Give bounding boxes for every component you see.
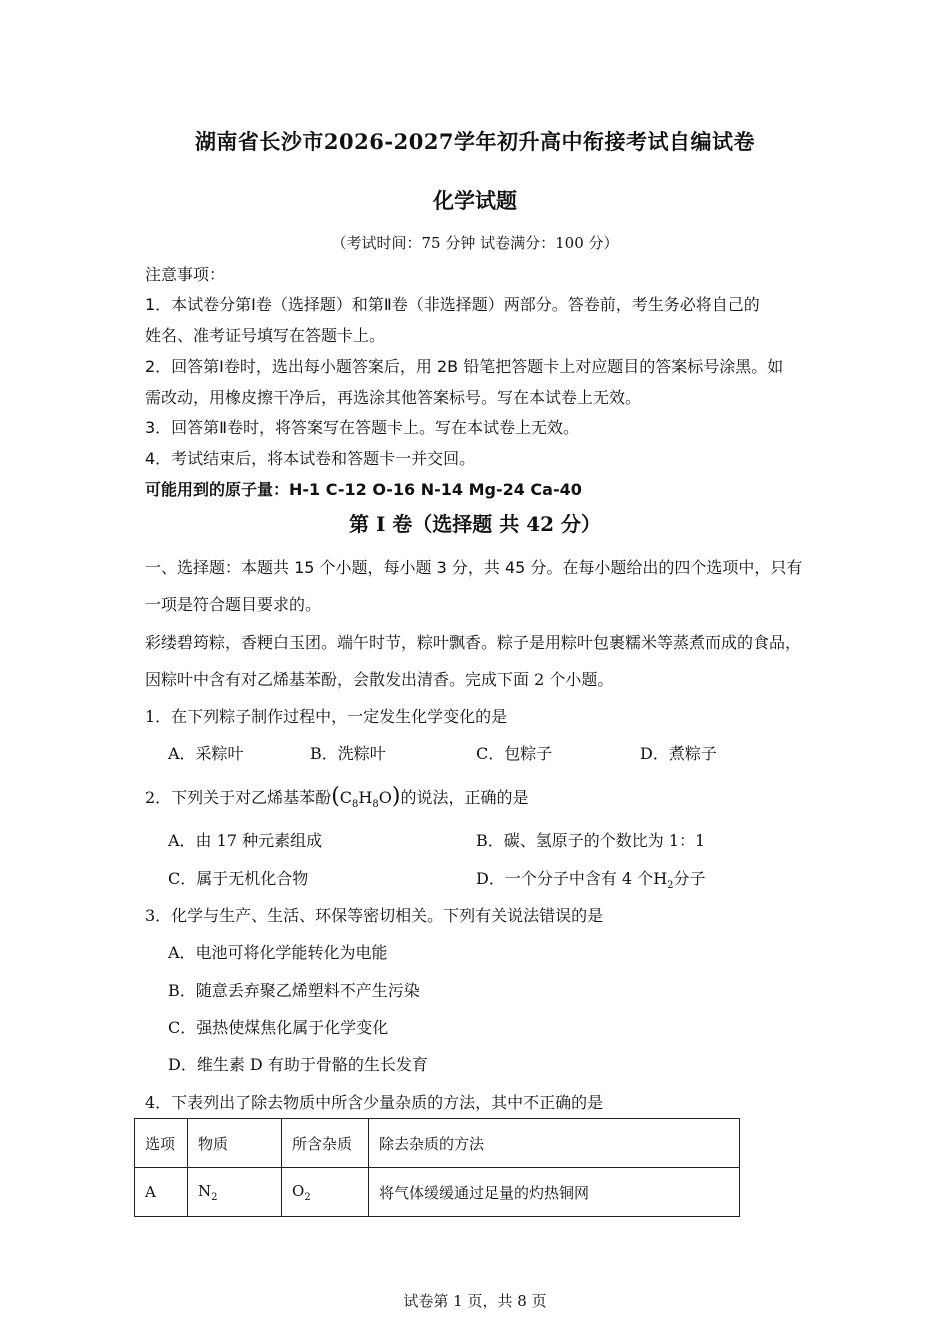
table-header-method: 除去杂质的方法 xyxy=(369,1119,740,1168)
subject-title: 化学试题 xyxy=(433,188,517,213)
formula-o: O xyxy=(378,788,392,807)
formula-open-paren: ( xyxy=(331,784,340,809)
question-3-option-b: B．随意丢弃聚乙烯塑料不产生污染 xyxy=(168,981,420,1000)
notes-line-5: 3．回答第Ⅱ卷时，将答案写在答题卡上。写在本试卷上无效。 xyxy=(145,418,580,437)
notes-line-6: 4．考试结束后，将本试卷和答题卡一并交回。 xyxy=(145,449,476,468)
table-header-option: 选项 xyxy=(135,1119,188,1168)
passage-line-1: 彩缕碧筠粽，香粳白玉团。端午时节，粽叶飘香。粽子是用粽叶包裹糯米等蒸煮而成的食品， xyxy=(145,633,802,652)
table-cell-option: A xyxy=(135,1168,188,1217)
formula-h: H xyxy=(358,788,373,807)
table-header-substance: 物质 xyxy=(188,1119,282,1168)
impurity-table xyxy=(134,1118,740,1217)
section-heading: 第 I 卷（选择题 共 42 分） xyxy=(348,512,601,536)
formula-c: C xyxy=(339,788,353,807)
question-2-stem-before: 2．下列关于对乙烯基苯酚 xyxy=(145,788,332,807)
question-1-option-c: C．包粽子 xyxy=(476,744,553,763)
question-3-option-a: A．电池可将化学能转化为电能 xyxy=(168,943,388,962)
question-3-option-d: D．维生素 D 有助于骨骼的生长发育 xyxy=(168,1055,428,1074)
question-2-option-c: C．属于无机化合物 xyxy=(168,869,309,888)
table-cell-substance xyxy=(188,1168,282,1217)
question-2-stem-after: 的说法，正确的是 xyxy=(400,788,529,807)
impurity-formula-sub: 2 xyxy=(304,1191,311,1203)
page-footer: 试卷第 1 页，共 8 页 xyxy=(403,1292,547,1310)
exam-info: （考试时间：75 分钟 试卷满分：100 分） xyxy=(331,234,619,252)
atomic-masses: 可能用到的原子量：H-1 C-12 O-16 N-14 Mg-24 Ca-40 xyxy=(145,480,582,499)
section-instruction-2: 一项是符合题目要求的。 xyxy=(145,595,322,614)
substance-formula: N xyxy=(198,1181,212,1200)
question-2-stem xyxy=(145,784,528,810)
passage-line-2: 因粽叶中含有对乙烯基苯酚，会散发出清香。完成下面 2 个小题。 xyxy=(145,670,614,689)
h2-formula: H xyxy=(653,869,668,888)
notes-line-4: 需改动，用橡皮擦干净后，再选涂其他答案标号。写在本试卷上无效。 xyxy=(145,388,642,407)
formula-c-sub: 8 xyxy=(352,799,359,811)
substance-formula-sub: 2 xyxy=(211,1191,218,1203)
table-cell-impurity xyxy=(282,1168,369,1217)
question-2-option-d xyxy=(476,866,706,891)
question-3-option-c: C．强热使煤焦化属于化学变化 xyxy=(168,1018,389,1037)
table-cell-method: 将气体缓缓通过足量的灼热铜网 xyxy=(369,1168,740,1217)
question-1-stem: 1．在下列粽子制作过程中，一定发生化学变化的是 xyxy=(145,707,508,726)
impurity-formula: O xyxy=(292,1181,305,1200)
notes-line-1: 1．本试卷分第Ⅰ卷（选择题）和第Ⅱ卷（非选择题）两部分。答卷前，考生务必将自己的 xyxy=(145,295,760,314)
formula-h-sub: 8 xyxy=(372,799,379,811)
section-instruction-1: 一、选择题：本题共 15 个小题，每小题 3 分，共 45 分。在每小题给出的四个选项中，只有 xyxy=(145,558,803,577)
question-2-option-b: B．碳、氢原子的个数比为 1：1 xyxy=(476,831,706,850)
h2-formula-sub: 2 xyxy=(667,880,674,892)
question-1-option-b: B．洗粽叶 xyxy=(310,744,386,763)
question-3-stem: 3．化学与生产、生活、环保等密切相关。下列有关说法错误的是 xyxy=(145,906,604,925)
question-1-option-a: A．采粽叶 xyxy=(168,744,244,763)
notes-heading: 注意事项： xyxy=(145,265,226,284)
table-row xyxy=(135,1168,740,1217)
table-header-impurity: 所含杂质 xyxy=(282,1119,369,1168)
question-2-option-a: A．由 17 种元素组成 xyxy=(168,831,323,850)
exam-title: 湖南省长沙市2026-2027学年初升高中衔接考试自编试卷 xyxy=(194,129,756,154)
question-2-option-d-before: D．一个分子中含有 4 个 xyxy=(476,869,654,888)
table-header-row xyxy=(135,1119,740,1168)
notes-line-2: 姓名、准考证号填写在答题卡上。 xyxy=(145,326,386,345)
question-2-option-d-after: 分子 xyxy=(673,869,706,888)
question-4-stem: 4．下表列出了除去物质中所含少量杂质的方法，其中不正确的是 xyxy=(145,1093,604,1112)
question-1-option-d: D．煮粽子 xyxy=(640,744,717,763)
formula-close-paren: ) xyxy=(391,784,401,809)
notes-line-3: 2．回答第Ⅰ卷时，选出每小题答案后，用 2B 铅笔把答题卡上对应题目的答案标号涂黑。如 xyxy=(145,357,784,376)
